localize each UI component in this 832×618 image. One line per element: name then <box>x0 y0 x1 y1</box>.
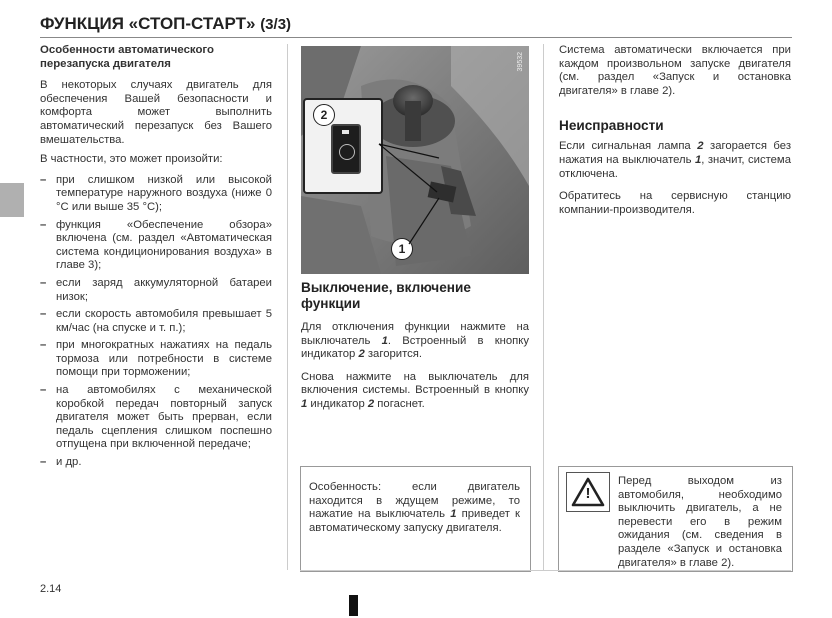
note-text <box>309 481 520 541</box>
list-item-text: при многократных нажатиях на педаль тормоза или потребности в системе помощи при торможении; <box>56 339 272 379</box>
page-marker <box>349 595 358 616</box>
list-item <box>40 308 272 335</box>
conditions-list <box>40 174 272 470</box>
list-item-text: на автомобилях с механической коробкой передач повторный запуск двигателя может быть прерван, если педаль сцепления слишком поспешно отпущена при включенной передаче; <box>56 384 272 451</box>
list-item-text: при слишком низкой или высокой температуре наружного воздуха (ниже 0 °C или выше 35 °C); <box>56 173 272 213</box>
list-item <box>40 174 272 215</box>
column-divider-left <box>287 44 288 570</box>
list-item <box>40 339 272 380</box>
right-para-2: Если сигнальная лампа 2 загорается без нажатия на выключатель 1, значит, система отключена. <box>559 140 791 180</box>
callout-2: 2 <box>313 104 335 126</box>
list-item <box>40 219 272 273</box>
right-para-3: Обратитесь на сервисную станцию компании-производителя. <box>559 190 791 216</box>
switch-photo <box>301 46 529 274</box>
list-dash: – <box>40 384 47 397</box>
list-item-text: если заряд аккумуляторной батареи низок; <box>56 276 272 303</box>
callout-1: 1 <box>391 238 413 260</box>
list-item-text: функция «Обеспечение обзора» включена (см. раздел «Автоматическая система кондиционирования воздуха» в главе 3); <box>56 218 272 272</box>
page-title-suffix: (3/3) <box>260 16 292 33</box>
list-item <box>40 384 272 452</box>
right-heading: Неисправности <box>559 118 664 134</box>
page-title-main: ФУНКЦИЯ «СТОП-СТАРТ» <box>40 14 256 33</box>
middle-para-1: Для отключения функции нажмите на выключатель 1. Встроенный в кнопку индикатор 2 загорится. <box>301 321 530 361</box>
list-item-text: если скорость автомобиля превышает 5 км/час (на спуске и т. п.); <box>56 308 272 334</box>
list-dash: – <box>40 456 47 469</box>
warning-icon-frame <box>566 472 610 512</box>
title-rule <box>40 37 792 38</box>
left-column <box>40 44 272 474</box>
right-para-1: Система автоматически включается при каждом произвольном запуске двигателя (см. раздел «Запуск и остановка двигателя» в главе 2). <box>559 44 791 97</box>
list-dash: – <box>40 218 47 231</box>
list-item <box>40 277 272 304</box>
middle-heading: Выключение, включение функции <box>301 280 471 311</box>
page-number: 2.14 <box>40 583 62 595</box>
left-lead: В частности, это может произойти: <box>40 153 223 166</box>
page-title <box>40 14 291 34</box>
callout-leaders <box>301 46 529 274</box>
left-intro: В некоторых случаях двигатель для обеспечения Вашей безопасности и комфорта может выполнить автоматический перезапуск без Вашего вмешательства. <box>40 79 272 146</box>
column-divider-right <box>543 44 544 570</box>
middle-para-2: Снова нажмите на выключатель для включения системы. Встроенный в кнопку 1 индикатор 2 погаснет. <box>301 370 529 410</box>
middle-column <box>301 280 529 418</box>
figure-id: 39532 <box>517 52 524 72</box>
warning-text <box>618 475 782 576</box>
list-item <box>40 456 272 470</box>
chapter-thumb-tab <box>0 183 24 217</box>
right-column <box>559 44 791 223</box>
note-para: Особенность: если двигатель находится в ждущем режиме, то нажатие на выключатель 1 приведет к автоматическому запуску двигателя. <box>309 481 520 534</box>
list-dash: – <box>40 173 47 186</box>
list-dash: – <box>40 308 47 321</box>
warning-para: Перед выходом из автомобиля, необходимо выключить двигатель, а не перевести его в режим ожидания (см. сведения в разделе «Запуск и остановка двигателя» в главе 2). <box>618 475 782 569</box>
left-subheading: Особенности автоматического перезапуска двигателя <box>40 44 214 70</box>
list-item-text: и др. <box>56 456 82 469</box>
list-dash: – <box>40 276 47 289</box>
list-dash: – <box>40 339 47 352</box>
warning-exclamation: ! <box>585 485 591 502</box>
bottom-rule <box>300 570 791 571</box>
